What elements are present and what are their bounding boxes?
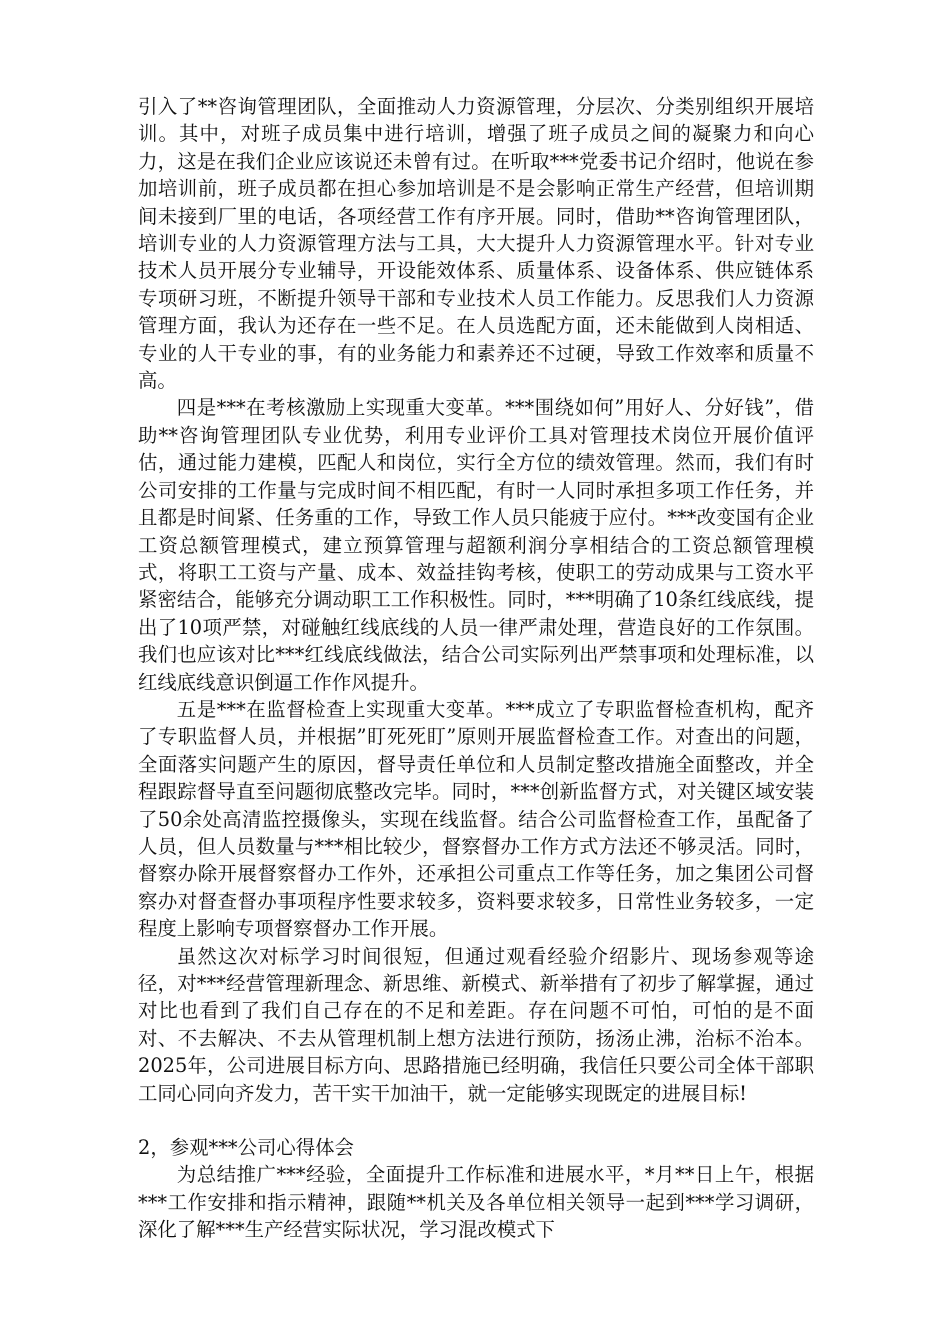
document-body [138,93,814,1244]
paragraph-performance-reform: 四是***在考核激励上实现重大变革。***围绕如何”用好人、分好钱”，借助**咨询管理团队专业优势，利用专业评价工具对管理技术岗位开展价值评估，通过能力建模，匹配人和岗位，实行全方位的绩效管理。然而，我们有时公司安排的工作量与完成时间不相匹配，有时一人同时承担多项工作任务，并且都是时间紧、任务重的工作，导致工作人员只能疲于应付。***改变国有企业工资总额管理模式，建立预算管理与超额利润分享相结合的工资总额管理模式，将职工工资与产量、成本、效益挂钩考核，使职工的劳动成果与工资水平紧密结合，能够充分调动职工工作积极性。同时，***明确了10条红线底线，提出了10项严禁，对碰触红线底线的人员一律严肃处理，营造良好的工作氛围。我们也应该对比***红线底线做法，结合公司实际列出严禁事项和处理标准，以红线底线意识倒逼工作作风提升。 [138,396,814,694]
paragraph-supervision-reform: 五是***在监督检查上实现重大变革。***成立了专职监督检查机构，配齐了专职监督人员，并根据”盯死死盯”原则开展监督检查工作。对查出的问题，全面落实问题产生的原因，督导责任单位和人员制定整改措施全面整改，并全程跟踪督导直至问题彻底整改完毕。同时，***创新监督方式，对关键区域安装了50余处高清监控摄像头，实现在线监督。结合公司监督检查工作，虽配备了人员，但人员数量与***相比较少，督察督办工作方式方法还不够灵活。同时，督察办除开展督察督办工作外，还承担公司重点工作等任务，加之集团公司督察办对督查督办事项程序性要求较多，资料要求较多，日常性业务较多，一定程度上影响专项督察督办工作开展。 [138,697,814,941]
section-heading: 2，参观***公司心得体会 [138,1136,354,1160]
paragraph-conclusion: 虽然这次对标学习时间很短，但通过观看经验介绍影片、现场参观等途径，对***经营管理新理念、新思维、新模式、新举措有了初步了解掌握，通过对比也看到了我们自己存在的不足和差距。存在问题不可怕，可怕的是不面对、不去解决、不去从管理机制上想方法进行预防，扬汤止沸，治标不治本。2025年，公司进展目标方向、思路措施已经明确，我信任只要公司全体干部职工同心同向齐发力，苦干实干加油干，就一定能够实现既定的进展目标! [138,944,814,1105]
paragraph-visit-intro: 为总结推广***经验，全面提升工作标准和进展水平，*月**日上午，根据***工作安排和指示精神，跟随**机关及各单位相关领导一起到***学习调研，深化了解***生产经营实际状况，学习混改模式下 [138,1163,814,1242]
paragraph-hr-training: 引入了**咨询管理团队，全面推动人力资源管理，分层次、分类别组织开展培训。其中，对班子成员集中进行培训，增强了班子成员之间的凝聚力和向心力，这是在我们企业应该说还未曾有过。在听取***党委书记介绍时，他说在参加培训前，班子成员都在担心参加培训是不是会影响正常生产经营，但培训期间未接到厂里的电话，各项经营工作有序开展。同时，借助**咨询管理团队，培训专业的人力资源管理方法与工具，大大提升人力资源管理水平。针对专业技术人员开展分专业辅导，开设能效体系、质量体系、设备体系、供应链体系专项研习班，不断提升领导干部和专业技术人员工作能力。反思我们人力资源管理方面，我认为还存在一些不足。在人员选配方面，还未能做到人岗相适、专业的人干专业的事，有的业务能力和素养还不过硬，导致工作效率和质量不高。 [138,95,814,393]
